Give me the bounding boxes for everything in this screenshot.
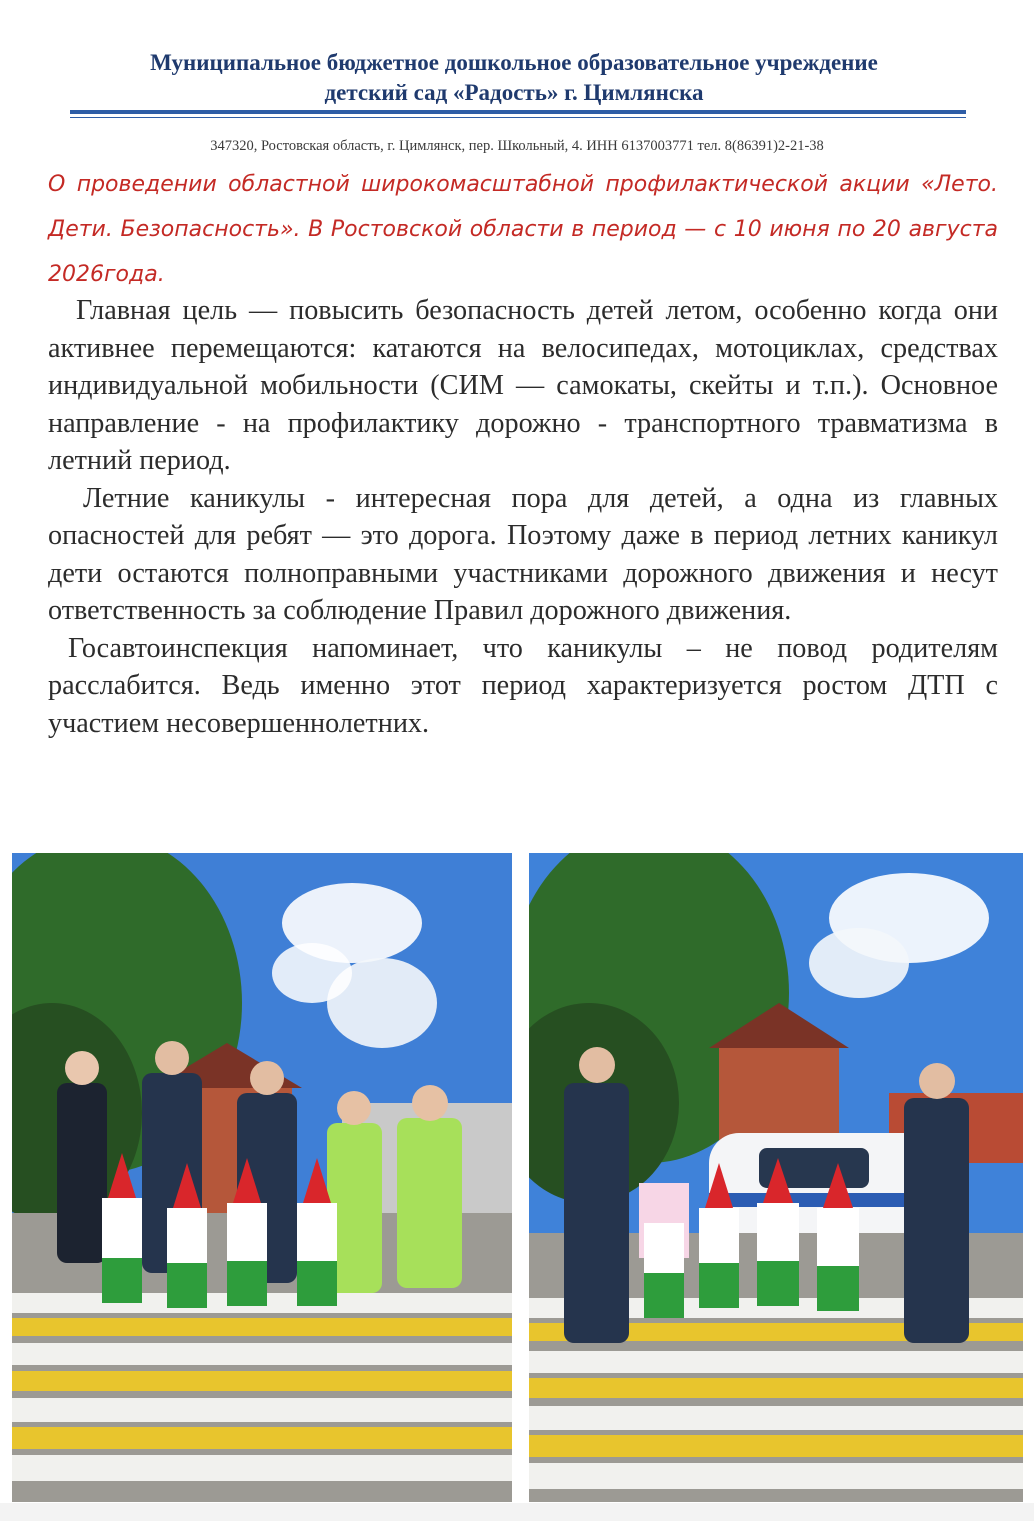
page-bottom-strip [0,1503,1034,1521]
org-name-line-1: Муниципальное бюджетное дошкольное образовательное учреждение [150,50,878,75]
article-body [48,292,998,742]
header-rule-thick [70,110,966,114]
document-header [0,48,1034,108]
photo-group-crosswalk-2 [529,853,1023,1502]
paragraph-traffic-police: Госавтоинспекция напоминает, что каникулы – не повод родителям расслабится. Ведь именно этот период характеризуется ростом ДТП с участием несовершеннолетних. [48,632,998,739]
header-rule-thin [70,117,966,118]
org-address: 347320, Ростовская область, г. Цимлянск, пер. Школьный, 4. ИНН 6137003771 тел. 8(86391)2-21-38 [210,138,824,154]
article-headline: О проведении областной широкомасштабной профилактической акции «Лето. Дети. Безопасность». В Ростовской области в период — с 10 июня по 20 августа 2026года. [48,172,998,287]
photo-group-crosswalk-1 [12,853,512,1502]
org-name-line-2: детский сад «Радость» г. Цимлянска [324,80,704,105]
paragraph-summer-holidays: Летние каникулы - интересная пора для детей, а одна из главных опасностей для ребят — это дорога. Поэтому даже в период летних каникул дети остаются полноправными участниками дорожного движения и несут ответственность за соблюдение Правил дорожного движения. [48,482,998,626]
paragraph-main-goal: Главная цель — повысить безопасность детей летом, особенно когда они активнее перемещаются: катаются на велосипедах, мотоциклах, средствах индивидуальной мобильности (СИМ — самокаты, скейты и т.п.). Основное направление - на профилактику дорожно - транспортного травматизма в летний период. [48,295,998,476]
